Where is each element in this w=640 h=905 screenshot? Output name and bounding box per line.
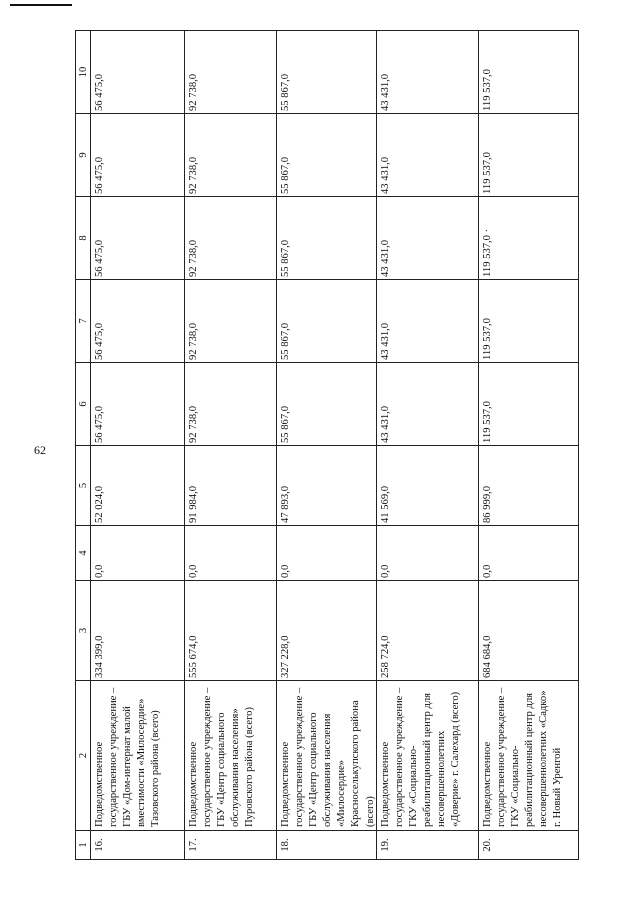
value-cell: 0,0 [185, 525, 277, 580]
row-number: 18. [277, 830, 377, 860]
value-cell: 55 867,0 [277, 362, 377, 445]
row-number: 16. [91, 830, 185, 860]
value-cell: 43 431,0 [377, 196, 479, 279]
value-cell: 91 984,0 [185, 445, 277, 525]
value-cell: 119 537,0 [479, 30, 579, 113]
table-row [377, 30, 479, 860]
value-cell: 52 024,0 [91, 445, 185, 525]
value-cell: 92 738,0 [185, 362, 277, 445]
page-number-text: 62 [34, 443, 46, 457]
value-cell: 55 867,0 [277, 113, 377, 196]
row-description: Подведомственное государственное учреждение – ГБУ «Центр социального обслуживания населения «Милосердие» Красноселькупского района (всего) [277, 680, 377, 830]
value-cell: 43 431,0 [377, 362, 479, 445]
row-number: 20. [479, 830, 579, 860]
value-cell: 56 475,0 [91, 113, 185, 196]
value-cell: 119 537,0 [479, 279, 579, 362]
table-header-row [75, 30, 91, 860]
data-table [75, 30, 564, 860]
value-cell: 56 475,0 [91, 196, 185, 279]
value-cell: 41 569,0 [377, 445, 479, 525]
value-cell: 56 475,0 [91, 30, 185, 113]
header-cell: 8 [75, 196, 91, 279]
value-cell: 43 431,0 [377, 30, 479, 113]
row-description: Подведомственное государственное учреждение – ГКУ «Социально-реабилитационный центр для несовершеннолетних «Садко» г. Новый Уренгой [479, 680, 579, 830]
header-cell: 4 [75, 525, 91, 580]
value-cell: 55 867,0 [277, 196, 377, 279]
table-row [277, 30, 377, 860]
header-cell: 1 [75, 830, 91, 860]
value-cell: 86 999,0 [479, 445, 579, 525]
page-number [34, 443, 46, 458]
header-cell: 2 [75, 680, 91, 830]
value-cell: 334 399,0 [91, 580, 185, 680]
value-cell: 119 537,0 [479, 362, 579, 445]
header-cell: 6 [75, 362, 91, 445]
value-cell: 327 228,0 [277, 580, 377, 680]
header-cell: 9 [75, 113, 91, 196]
header-cell: 5 [75, 445, 91, 525]
table-row [479, 30, 579, 860]
row-number: 17. [185, 830, 277, 860]
value-cell: 0,0 [91, 525, 185, 580]
value-cell: 47 893,0 [277, 445, 377, 525]
header-cell: 3 [75, 580, 91, 680]
value-cell: 555 674,0 [185, 580, 277, 680]
value-cell: 258 724,0 [377, 580, 479, 680]
table-row [91, 30, 185, 860]
header-cell: 7 [75, 279, 91, 362]
value-cell: 56 475,0 [91, 362, 185, 445]
value-cell: 55 867,0 [277, 30, 377, 113]
value-cell: 55 867,0 [277, 279, 377, 362]
value-cell: 119 537,0 · [479, 196, 579, 279]
value-cell: 56 475,0 [91, 279, 185, 362]
value-cell: 0,0 [377, 525, 479, 580]
value-cell: 0,0 [479, 525, 579, 580]
table-row [185, 30, 277, 860]
header-cell: 10 [75, 30, 91, 113]
value-cell: 92 738,0 [185, 279, 277, 362]
value-cell: 119 537,0 [479, 113, 579, 196]
value-cell: 92 738,0 [185, 113, 277, 196]
value-cell: 0,0 [277, 525, 377, 580]
row-description: Подведомственное государственное учреждение – ГБУ «Дом-интернат малой вместимости «Милосердие» Тазовского района (всего) [91, 680, 185, 830]
row-description: Подведомственное государственное учреждение – ГБУ «Центр социального обслуживания населения» Пуровского района (всего) [185, 680, 277, 830]
value-cell: 92 738,0 [185, 196, 277, 279]
row-description: Подведомственное государственное учреждение – ГКУ «Социально-реабилитационный центр для несовершеннолетних «Доверие» г. Салехард (всего) [377, 680, 479, 830]
value-cell: 43 431,0 [377, 279, 479, 362]
row-number: 19. [377, 830, 479, 860]
scan-edge-line [10, 4, 72, 6]
value-cell: 684 684,0 [479, 580, 579, 680]
value-cell: 43 431,0 [377, 113, 479, 196]
value-cell: 92 738,0 [185, 30, 277, 113]
